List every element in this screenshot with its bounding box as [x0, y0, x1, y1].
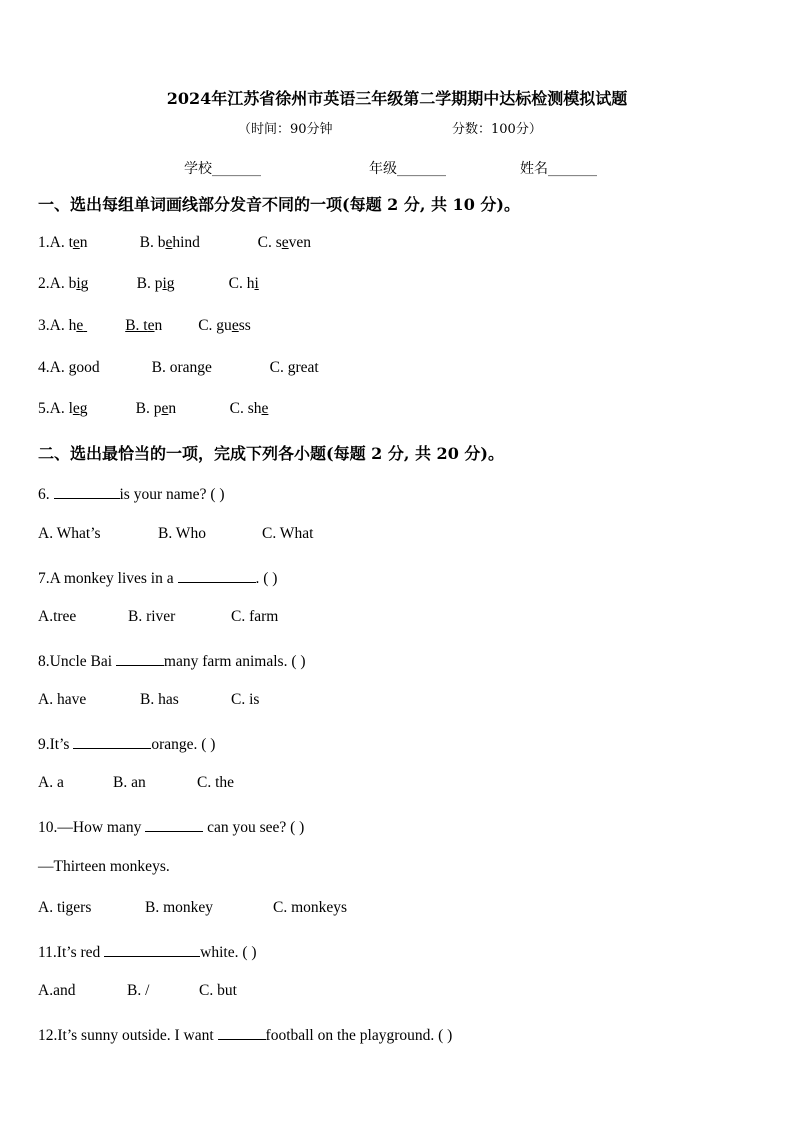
- answer-blank: [218, 1024, 266, 1040]
- exam-score: 分数：100分）: [452, 122, 542, 137]
- option-b: B. behind: [139, 234, 200, 251]
- question-10-options: [38, 899, 347, 917]
- option-b: B. monkey: [145, 899, 214, 916]
- question-number: 1.: [38, 234, 50, 251]
- option-a: A. have: [38, 691, 87, 708]
- name-field: 姓名_______: [520, 161, 597, 177]
- question-4: [38, 359, 319, 377]
- question-7: 7.A monkey lives in a . ( ): [38, 567, 277, 588]
- question-11-options: [38, 982, 237, 1000]
- question-number: 3.: [38, 317, 50, 334]
- question-10: 10.—How many can you see? ( ): [38, 816, 304, 837]
- option-c: C. seven: [257, 234, 312, 251]
- option-b: B. Who: [158, 525, 206, 542]
- exam-time: （时间：90分钟: [238, 122, 333, 137]
- option-b: B. /: [127, 982, 150, 999]
- answer-blank: [145, 816, 203, 832]
- option-c: C. farm: [231, 608, 279, 625]
- grade-field: 年级_______: [369, 161, 446, 177]
- answer-blank: [83, 317, 125, 335]
- option-a: A.and: [38, 982, 76, 999]
- question-10-reply: —Thirteen monkeys.: [38, 858, 170, 875]
- option-a: A. tigers: [38, 899, 92, 916]
- question-8-options: [38, 691, 259, 709]
- question-12: 12.It’s sunny outside. I want football on the playground. ( ): [38, 1024, 452, 1045]
- section-1-heading: 一、选出每组单词画线部分发音不同的一项(每题 2 分, 共 10 分)。: [38, 195, 520, 214]
- page-title: 2024年江苏省徐州市英语三年级第二学期期中达标检测模拟试题: [166, 89, 628, 108]
- option-c: C. the: [197, 774, 235, 791]
- option-a: A. a: [38, 774, 64, 791]
- answer-blank: [178, 567, 256, 583]
- question-9: 9.It’s orange. ( ): [38, 733, 215, 754]
- option-b: B. has: [140, 691, 179, 708]
- option-b: B. ten: [125, 317, 163, 334]
- option-b: B. pen: [135, 400, 177, 417]
- option-c: C. guess: [198, 317, 251, 334]
- question-6-options: [38, 525, 313, 543]
- question-1: [38, 234, 311, 252]
- answer-blank: [73, 733, 151, 749]
- answer-blank: [116, 650, 164, 666]
- option-a: A. ten: [49, 234, 88, 251]
- option-c: C. hi: [228, 275, 259, 292]
- option-a: A. What’s: [38, 525, 101, 542]
- question-3: [38, 317, 251, 335]
- question-number: 4.: [38, 359, 50, 376]
- option-b: B. pig: [136, 275, 175, 292]
- option-b: B. an: [113, 774, 146, 791]
- option-c: C. What: [262, 525, 314, 542]
- option-b: B. river: [128, 608, 176, 625]
- section-2-heading: 二、选出最恰当的一项，完成下列各小题(每题 2 分, 共 20 分)。: [38, 444, 504, 463]
- option-c: C. but: [199, 982, 237, 999]
- option-c: C. great: [269, 359, 319, 376]
- option-c: C. monkeys: [273, 899, 348, 916]
- option-c: C. is: [231, 691, 260, 708]
- option-c: C. she: [229, 400, 269, 417]
- option-a: A. he: [49, 317, 84, 334]
- question-7-options: [38, 608, 278, 626]
- question-11: 11.It’s red white. ( ): [38, 941, 257, 962]
- option-b: B. orange: [151, 359, 212, 376]
- question-2: [38, 275, 259, 293]
- question-8: 8.Uncle Bai many farm animals. ( ): [38, 650, 306, 671]
- answer-blank: [54, 483, 120, 499]
- question-number: 5.: [38, 400, 50, 417]
- school-field: 学校_______: [184, 161, 261, 177]
- option-a: A. big: [49, 275, 89, 292]
- question-6: 6. is your name? ( ): [38, 483, 225, 504]
- answer-blank: [104, 941, 200, 957]
- question-number: 2.: [38, 275, 50, 292]
- option-a: A. leg: [49, 400, 88, 417]
- question-5: [38, 400, 268, 418]
- option-a: A.tree: [38, 608, 77, 625]
- option-a: A. good: [49, 359, 100, 376]
- question-9-options: [38, 774, 234, 792]
